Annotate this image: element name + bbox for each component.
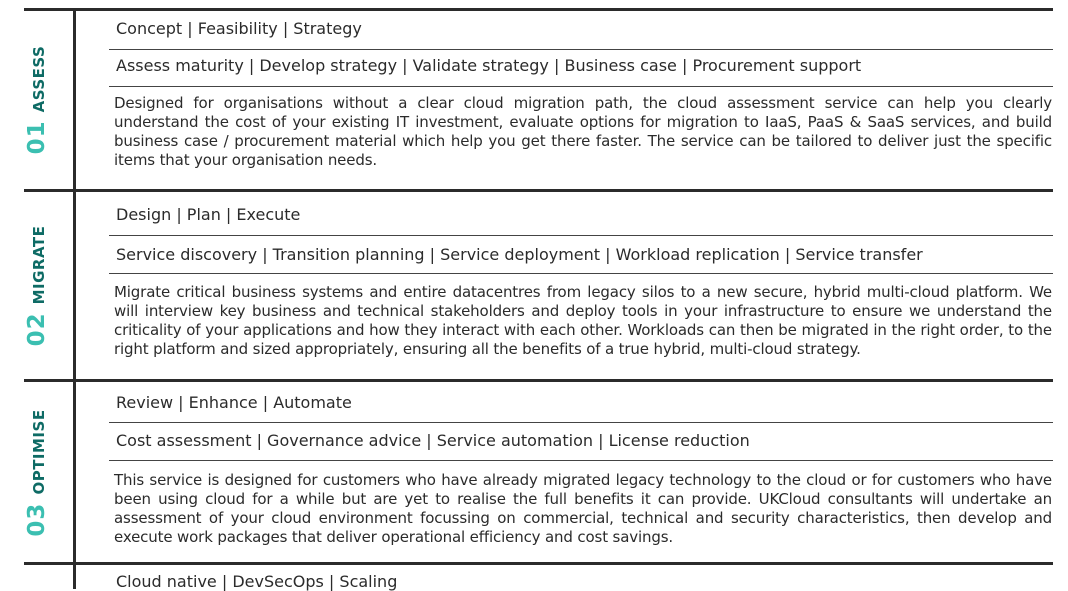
section-label-assess: [0, 10, 73, 190]
section-name: OPTIMISE: [29, 409, 48, 495]
row-divider: [109, 273, 1053, 274]
row-divider: [109, 460, 1053, 461]
section-description: Migrate critical business systems and entire datacentres from legacy silos to a new secure, hybrid multi-cloud platform. We will interview key business and technical stakeholders and deploy tools in your infrastructure to ensure we understand the criticality of your applications and how they interact with each other. Workloads can then be migrated in the right order, to the right platform and sized appropriately, ensuring all the benefits of a true hybrid, multi-cloud strategy.: [114, 283, 1052, 358]
section-divider-02: [24, 189, 1053, 192]
section-services: Cost assessment | Governance advice | Service automation | License reduction: [116, 431, 750, 450]
section-divider-04: [24, 562, 1053, 565]
section-summary: Design | Plan | Execute: [116, 205, 301, 224]
section-description: This service is designed for customers who have already migrated legacy technology to the cloud or for customers who have been using cloud for a while but are yet to realise the full benefits it can provide. UKCloud consultants will undertake an assessment of your cloud environment focussing on commercial, technical and security characteristics, then develop and execute work packages that deliver operational efficiency and cost savings.: [114, 471, 1052, 546]
row-divider: [109, 235, 1053, 236]
section-services: Assess maturity | Develop strategy | Validate strategy | Business case | Procurement support: [116, 56, 862, 75]
section-number: 03: [23, 502, 50, 537]
section-divider-01: [24, 8, 1053, 11]
row-divider: [109, 86, 1053, 87]
row-divider: [109, 49, 1053, 50]
section-divider-03: [24, 379, 1053, 382]
section-number: 01: [23, 120, 50, 155]
section-label-optimise: [0, 382, 73, 564]
section-summary: Review | Enhance | Automate: [116, 393, 352, 412]
section-name: MIGRATE: [29, 225, 48, 305]
row-divider: [109, 422, 1053, 423]
section-description: Designed for organisations without a clear cloud migration path, the cloud assessment service can help you clearly understand the cost of your existing IT investment, evaluate options for migration to IaaS, PaaS & SaaS services, and build business case / procurement material which help you get there faster. The service can be tailored to deliver just the specific items that your organisation needs.: [114, 94, 1052, 169]
section-summary: Concept | Feasibility | Strategy: [116, 19, 362, 38]
section-label-migrate: [0, 192, 73, 380]
section-services: Service discovery | Transition planning | Service deployment | Workload replication | Service transfer: [116, 245, 923, 264]
section-summary-partial: Cloud native | DevSecOps | Scaling: [116, 572, 398, 591]
section-number: 02: [23, 312, 50, 347]
vertical-divider: [73, 9, 76, 589]
section-name: ASSESS: [29, 45, 48, 113]
